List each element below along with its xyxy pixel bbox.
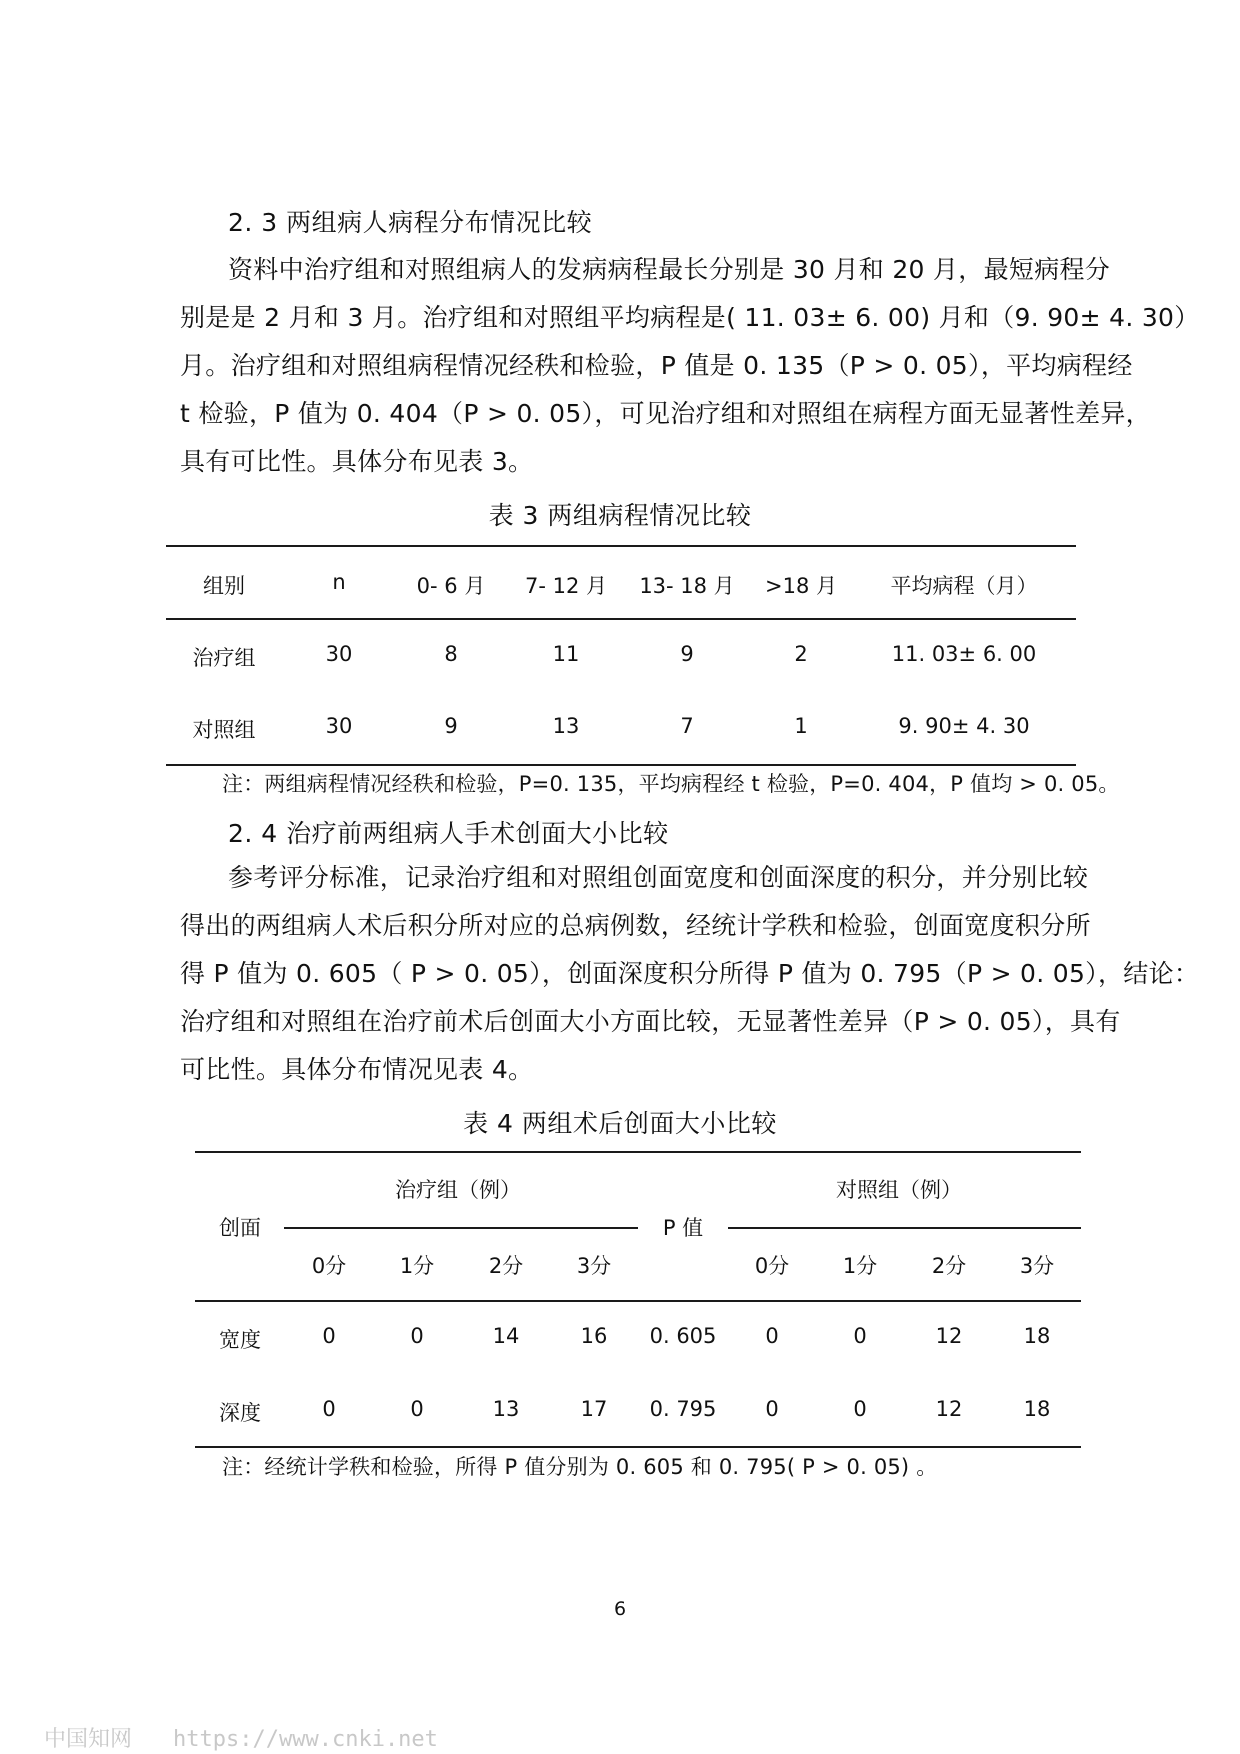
table-4-cell: 0: [853, 1397, 867, 1421]
table-4-cell: 0: [765, 1324, 779, 1348]
table-4-cell: 14: [492, 1324, 520, 1348]
table-4-cell: 18: [1023, 1324, 1051, 1348]
paragraph-line: t 检验，P 值为 0. 404（P > 0. 05），可见治疗组和对照组在病程方面无显著性差异，: [180, 399, 1151, 428]
table-3-caption: 表 3 两组病程情况比较: [488, 501, 752, 530]
section-heading-2-3: 2. 3 两组病人病程分布情况比较: [228, 208, 593, 237]
table-3-top-rule: [166, 545, 1076, 547]
table-3-header-cell: 0- 6 月: [416, 574, 486, 598]
table-3-header-cell: >18 月: [765, 574, 837, 598]
table-4-score-header: 0分: [754, 1254, 790, 1278]
table-4-cell: 0. 795: [649, 1397, 717, 1421]
paragraph-line: 具有可比性。具体分布见表 3。: [180, 447, 534, 476]
table-3-cell: 9: [444, 714, 458, 738]
table-4-cell: 宽度: [219, 1328, 261, 1352]
table-4-cell: 0: [765, 1397, 779, 1421]
table-4-group-header-treatment: 治疗组（例）: [395, 1178, 521, 1202]
table-3-header-cell: 组别: [203, 574, 245, 598]
page-number: 6: [613, 1598, 627, 1620]
table-4-cell: 0: [322, 1324, 336, 1348]
table-3-cell: 8: [444, 642, 458, 666]
table-4-score-header: 1分: [399, 1254, 435, 1278]
table-4-cell: 17: [580, 1397, 608, 1421]
watermark-site-name: 中国知网: [44, 1727, 133, 1752]
table-4-cell: 12: [935, 1324, 963, 1348]
cnki-watermark: [44, 1722, 438, 1753]
table-4-score-header: 3分: [576, 1254, 612, 1278]
table-3-header-cell: 13- 18 月: [639, 574, 735, 598]
table-4-score-header: 2分: [931, 1254, 967, 1278]
paragraph-line: 可比性。具体分布情况见表 4。: [180, 1055, 534, 1084]
table-4-note: 注：经统计学秩和检验，所得 P 值分别为 0. 605 和 0. 795( P > 0. 05) 。: [222, 1455, 938, 1479]
paragraph-line: 参考评分标准，记录治疗组和对照组创面宽度和创面深度的积分，并分别比较: [228, 863, 1089, 892]
watermark-url[interactable]: https://www.cnki.net: [173, 1727, 438, 1752]
table-4-cell: 0: [410, 1324, 424, 1348]
table-4-caption: 表 4 两组术后创面大小比较: [463, 1109, 777, 1138]
table-4-control-span-rule: [728, 1227, 1081, 1229]
table-4-cell: 18: [1023, 1397, 1051, 1421]
paragraph-line: 得 P 值为 0. 605（ P > 0. 05），创面深度积分所得 P 值为 0. 795（P > 0. 05），结论：: [180, 959, 1200, 988]
table-4-cell: 16: [580, 1324, 608, 1348]
paragraph-line: 资料中治疗组和对照组病人的发病病程最长分别是 30 月和 20 月，最短病程分: [228, 255, 1111, 284]
table-3-header-rule: [166, 618, 1076, 620]
table-3-cell: 30: [325, 714, 353, 738]
table-4-row-header: 创面: [219, 1216, 261, 1240]
table-4-group-header-control: 对照组（例）: [836, 1178, 962, 1202]
paragraph-line: 月。治疗组和对照组病程情况经秩和检验，P 值是 0. 135（P > 0. 05），平均病程经: [180, 351, 1133, 380]
table-4-p-value-header: P 值: [662, 1216, 704, 1240]
table-3-cell: 治疗组: [192, 646, 256, 670]
table-3-cell: 2: [794, 642, 808, 666]
section-2-3-paragraph: [180, 246, 1200, 486]
paragraph-line: 治疗组和对照组在治疗前术后创面大小方面比较，无显著性差异（P > 0. 05），具有: [180, 1007, 1121, 1036]
table-3-header-cell: 7- 12 月: [524, 574, 608, 598]
section-heading-2-4: 2. 4 治疗前两组病人手术创面大小比较: [228, 819, 669, 848]
table-4-header-rule: [195, 1300, 1081, 1302]
table-3-cell: 30: [325, 642, 353, 666]
table-4-score-header: 3分: [1019, 1254, 1055, 1278]
table-4-score-header: 1分: [842, 1254, 878, 1278]
table-3-cell: 7: [680, 714, 694, 738]
table-3-cell: 9: [680, 642, 694, 666]
table-3-cell: 11. 03± 6. 00: [891, 642, 1037, 666]
table-3-cell: 对照组: [192, 718, 256, 742]
paragraph-line: 得出的两组病人术后积分所对应的总病例数，经统计学秩和检验，创面宽度积分所: [180, 911, 1091, 940]
table-4-top-rule: [195, 1151, 1081, 1153]
table-4-cell: 12: [935, 1397, 963, 1421]
table-4-treatment-span-rule: [284, 1227, 638, 1229]
table-3-cell: 9. 90± 4. 30: [898, 714, 1030, 738]
table-4-cell: 13: [492, 1397, 520, 1421]
table-4-cell: 0: [410, 1397, 424, 1421]
table-3-cell: 11: [552, 642, 580, 666]
table-3-cell: 1: [794, 714, 808, 738]
table-3-header-cell: n: [332, 570, 346, 594]
table-3-bottom-rule: [166, 764, 1076, 766]
section-2-4-paragraph: [180, 854, 1200, 1094]
table-4-cell: 0: [322, 1397, 336, 1421]
table-4-bottom-rule: [195, 1446, 1081, 1448]
table-4-score-header: 2分: [488, 1254, 524, 1278]
table-4-score-header: 0分: [311, 1254, 347, 1278]
table-4-cell: 0: [853, 1324, 867, 1348]
table-3-note: 注：两组病程情况经秩和检验，P=0. 135，平均病程经 t 检验，P=0. 404，P 值均 > 0. 05。: [222, 772, 1120, 796]
table-3-header-cell: 平均病程（月）: [890, 574, 1038, 598]
table-4-cell: 深度: [219, 1401, 261, 1425]
paragraph-line: 别是是 2 月和 3 月。治疗组和对照组平均病程是( 11. 03± 6. 00) 月和（9. 90± 4. 30）: [180, 303, 1200, 332]
table-3-cell: 13: [552, 714, 580, 738]
table-4-cell: 0. 605: [649, 1324, 717, 1348]
